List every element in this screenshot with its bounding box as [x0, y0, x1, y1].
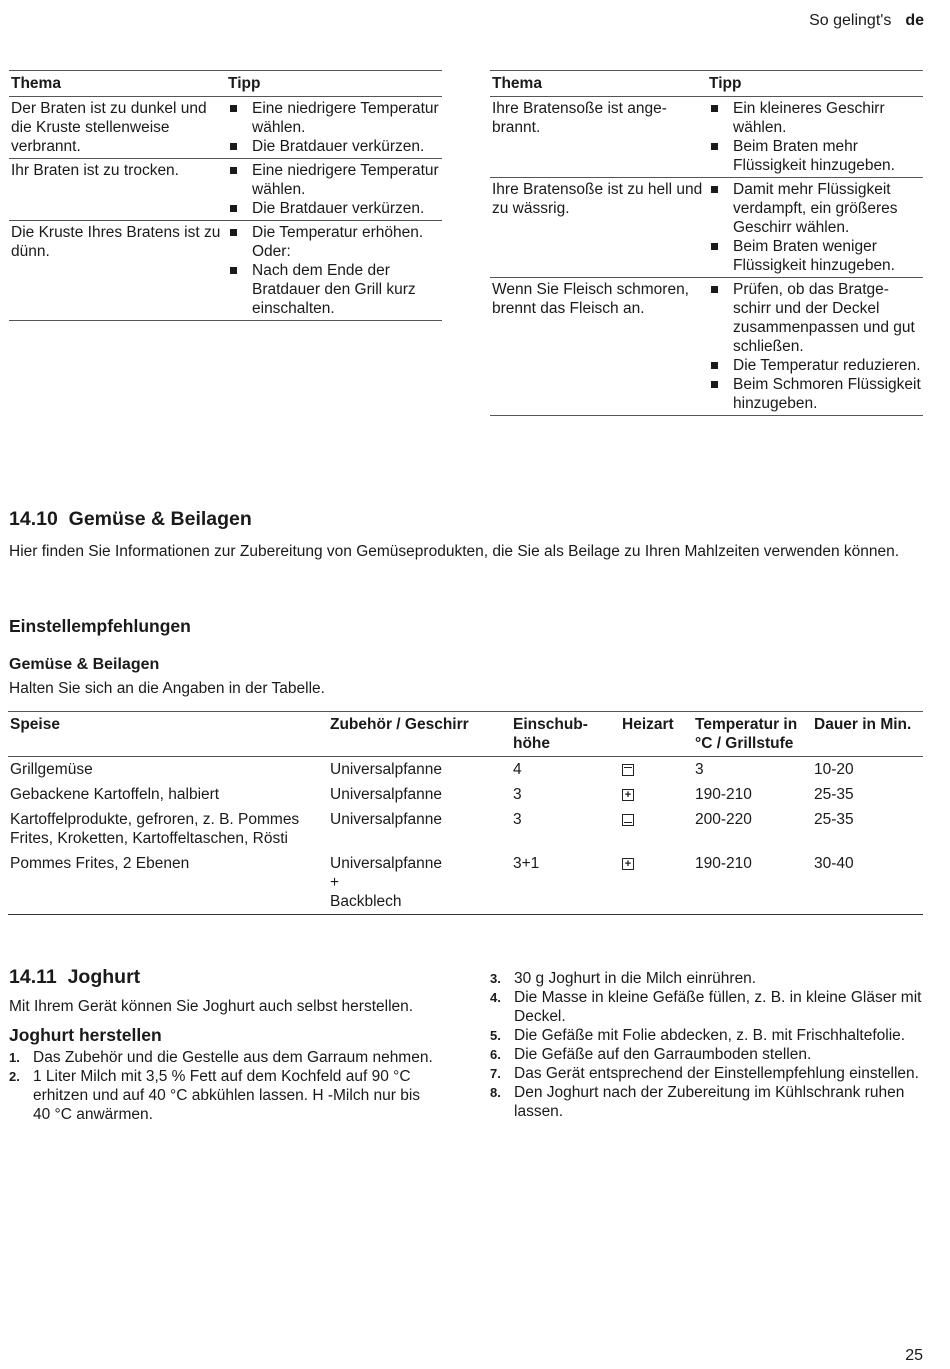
- col-thema: Thema: [9, 71, 226, 97]
- section-title: Gemüse & Beilagen: [68, 508, 252, 530]
- col-temperatur: Temperatur in °C / Grillstufe: [693, 712, 812, 757]
- duration-cell: 25-35: [814, 786, 854, 803]
- or-text: Oder:: [252, 243, 291, 260]
- thema-cell: Der Braten ist zu dunkel und die Kruste stellenweise verbrannt.: [9, 97, 226, 159]
- table-row: [9, 159, 442, 221]
- step-number: 8.: [490, 1085, 501, 1100]
- table-row: [490, 178, 923, 278]
- table-header-row: [8, 712, 923, 757]
- step-text: Das Gerät entsprechend der Einstellempfehlung einstellen.: [514, 1065, 919, 1082]
- thema-cell: Wenn Sie Fleisch schmoren, brennt das Fleisch an.: [490, 278, 707, 416]
- table-row: [9, 221, 442, 321]
- section-intro: Hier finden Sie Informationen zur Zubereitung von Gemüseprodukten, die Sie als Beilage zu Ihren Mahlzeiten verwenden können.: [9, 543, 900, 560]
- step-text: Das Zubehör und die Gestelle aus dem Garraum nehmen.: [33, 1049, 433, 1066]
- step-item: [490, 969, 923, 988]
- step-item: [9, 1048, 434, 1067]
- table-row: [8, 782, 923, 807]
- step-text: Die Masse in kleine Gefäße füllen, z. B. in kleine Gläser mit Deckel.: [514, 989, 922, 1025]
- steps-list: [490, 969, 923, 1121]
- tip-item: Die Bratdauer verkürzen.: [228, 137, 440, 156]
- joghurt-column-left: [9, 968, 434, 1124]
- step-number: 6.: [490, 1047, 501, 1062]
- step-number: 2.: [9, 1069, 20, 1084]
- dish-cell: Pommes Frites, 2 Ebenen: [8, 851, 328, 915]
- tips-table-right: [490, 70, 923, 416]
- step-item: [490, 1064, 923, 1083]
- dish-cell: Kartoffelprodukte, gefroren, z. B. Pommes Frites, Kroketten, Kartoffeltaschen, Rösti: [10, 811, 300, 847]
- step-text: 30 g Joghurt in die Milch einrühren.: [514, 970, 757, 987]
- thema-cell: Ihre Bratensoße ist angebrannt.: [490, 97, 707, 178]
- step-item: [490, 988, 923, 1026]
- tip-item: Eine niedrigere Temperatur wählen.: [228, 99, 440, 137]
- section-title: Joghurt: [67, 966, 141, 988]
- tip-item: Die Temperatur erhöhen.: [228, 223, 440, 242]
- accessory-cell: Universalpfanne: [330, 811, 443, 828]
- tip-item: Eine niedrigere Temperatur wählen.: [228, 161, 440, 199]
- settings-table: [8, 711, 923, 915]
- hot-air-icon: [622, 858, 634, 870]
- col-dauer: Dauer in Min.: [812, 712, 923, 757]
- heat-cell: [620, 851, 693, 915]
- tip-item: Damit mehr Flüssigkeit verdampft, ein größeres Geschirr wählen.: [709, 180, 921, 237]
- step-number: 5.: [490, 1028, 501, 1043]
- col-thema: Thema: [490, 71, 707, 97]
- temp-cell: 190-210: [695, 786, 752, 803]
- step-text: 1 Liter Milch mit 3,5 % Fett auf dem Kochfeld auf 90 °C erhitzen und auf 40 °C abkühlen lassen. H -Milch nur bis 40 °C anwärmen.: [33, 1068, 421, 1123]
- tip-item: Beim Braten mehr Flüssigkeit hinzugeben.: [709, 137, 921, 175]
- tip-item: Ein kleineres Geschirr wählen.: [709, 99, 921, 137]
- table-row: [490, 97, 923, 178]
- thema-cell: Ihr Braten ist zu trocken.: [9, 159, 226, 221]
- col-heizart: Heizart: [620, 712, 693, 757]
- table-row: [8, 757, 923, 783]
- step-item: [490, 1045, 923, 1064]
- level-cell: 3: [513, 786, 522, 803]
- tip-item: Die Temperatur reduzieren.: [709, 356, 921, 375]
- section-heading-1410: [9, 510, 252, 529]
- duration-cell: 10-20: [814, 761, 854, 778]
- thema-cell: Ihre Bratensoße ist zu hell und zu wässrig.: [490, 178, 707, 278]
- level-cell: 3: [513, 811, 522, 828]
- table-note: Halten Sie sich an die Angaben in der Tabelle.: [9, 680, 325, 697]
- temp-cell: 200-220: [695, 811, 752, 828]
- tip-item: Beim Braten weniger Flüssigkeit hinzugeben.: [709, 237, 921, 275]
- accessory-cell: Universalpfanne: [330, 761, 443, 778]
- col-tipp: Tipp: [707, 71, 923, 97]
- col-einschubhoehe: Einschubhöhe: [511, 712, 620, 757]
- hot-air-icon: [622, 789, 634, 801]
- page-header: [809, 11, 924, 30]
- step-number: 3.: [490, 971, 501, 986]
- step-text: Die Gefäße auf den Garraumboden stellen.: [514, 1046, 812, 1063]
- step-item: [490, 1026, 923, 1045]
- dish-cell: Gebackene Kartoffeln, halbiert: [10, 786, 220, 803]
- page-number: 25: [905, 1347, 923, 1364]
- dish-cell: Grillgemüse: [10, 761, 93, 778]
- table-row: [8, 851, 923, 915]
- accessory-cell: Universalpfanne + Backblech: [328, 851, 511, 915]
- subheading-joghurt-herstellen: Joghurt herstellen: [9, 1025, 162, 1045]
- step-item: [9, 1067, 434, 1124]
- col-speise: Speise: [8, 712, 328, 757]
- step-item: [490, 1083, 923, 1121]
- section-number: 14.10: [9, 508, 58, 530]
- steps-list: [9, 1048, 434, 1124]
- table-row: [8, 807, 923, 851]
- tip-item: Nach dem Ende der Bratdauer den Grill kurz einschalten.: [228, 261, 440, 318]
- subheading-einstellempfehlungen: Einstellempfehlungen: [9, 616, 191, 636]
- section-number: 14.11: [9, 966, 57, 988]
- col-zubehoer: Zubehör / Geschirr: [328, 712, 511, 757]
- tips-table-left: [9, 70, 442, 321]
- accessory-cell: Universalpfanne: [330, 786, 443, 803]
- duration-cell: 30-40: [812, 851, 923, 915]
- grill-icon: [622, 764, 634, 776]
- step-number: 4.: [490, 990, 501, 1005]
- table-row: [9, 97, 442, 159]
- table-title: Gemüse & Beilagen: [9, 656, 160, 673]
- tip-item: Beim Schmoren Flüssigkeit hinzugeben.: [709, 375, 921, 413]
- tip-item: Prüfen, ob das Bratgeschirr und der Deckel zusammenpassen und gut schließen.: [709, 280, 921, 356]
- temp-cell: 3: [695, 761, 704, 778]
- header-language: de: [905, 12, 924, 29]
- bottom-heat-icon: [622, 814, 634, 826]
- temp-cell: 190-210: [693, 851, 812, 915]
- step-number: 1.: [9, 1050, 20, 1065]
- heat-cell: [620, 782, 693, 807]
- heat-cell: [620, 757, 693, 783]
- duration-cell: 25-35: [814, 811, 854, 828]
- step-text: Die Gefäße mit Folie abdecken, z. B. mit Frischhaltefolie.: [514, 1027, 906, 1044]
- section-heading-1411: [9, 968, 434, 987]
- level-cell: 3+1: [511, 851, 620, 915]
- thema-cell: Die Kruste Ihres Bratens ist zu dünn.: [9, 221, 226, 321]
- heat-cell: [620, 807, 693, 851]
- section-intro: Mit Ihrem Gerät können Sie Joghurt auch selbst herstellen.: [9, 998, 414, 1015]
- header-section: So gelingt's: [809, 12, 892, 29]
- table-row: [490, 278, 923, 416]
- joghurt-column-right: [490, 969, 923, 1121]
- step-number: 7.: [490, 1066, 501, 1081]
- step-text: Den Joghurt nach der Zubereitung im Kühlschrank ruhen lassen.: [514, 1084, 905, 1120]
- level-cell: 4: [513, 761, 522, 778]
- tip-item: Die Bratdauer verkürzen.: [228, 199, 440, 218]
- col-tipp: Tipp: [226, 71, 442, 97]
